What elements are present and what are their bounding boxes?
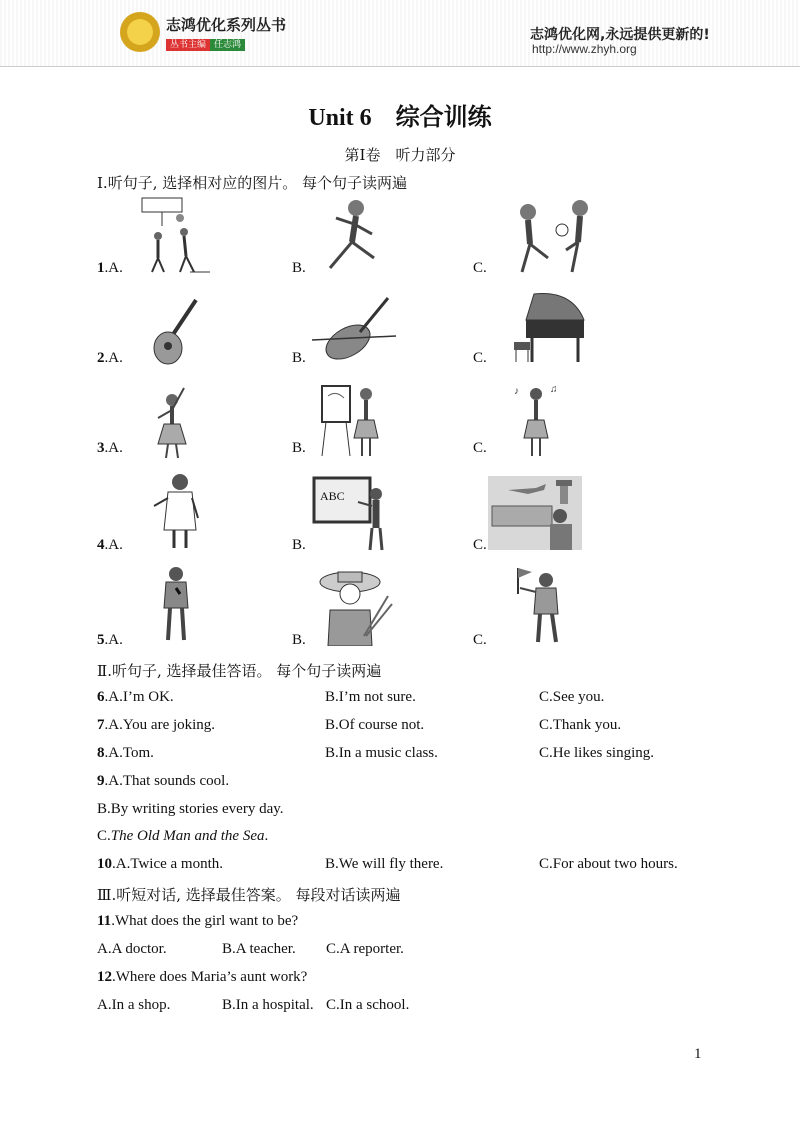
question-12 <box>97 969 307 986</box>
dancing-girl-icon <box>150 384 194 460</box>
option-c[interactable]: C.A reporter. <box>326 941 404 957</box>
guitar-icon <box>148 296 202 368</box>
book-title: The Old Man and the Sea <box>110 828 265 844</box>
question-number: 1 <box>97 260 105 276</box>
option-a[interactable]: .A.Tom. <box>104 745 154 761</box>
question-number: 10 <box>97 856 112 872</box>
question-number: 3 <box>97 440 105 456</box>
series-name: 志鸿优化系列丛书 <box>166 16 287 34</box>
basketball-players-icon <box>140 196 212 274</box>
page-subtitle: 第Ⅰ卷 听力部分 <box>344 146 456 164</box>
option-c[interactable]: C.See you. <box>539 689 605 705</box>
option-b[interactable]: B.I’m not sure. <box>325 689 416 705</box>
option-c[interactable]: C. <box>473 260 487 276</box>
pilot-icon <box>488 476 582 550</box>
question-number: 9 <box>97 773 105 789</box>
site-slogan: 志鸿优化网,永远提供更新的! <box>530 27 710 43</box>
question-8 <box>97 745 154 762</box>
doctor-icon <box>150 472 206 552</box>
question-4: 4.A. <box>97 537 123 553</box>
question-7 <box>97 717 215 734</box>
option-b[interactable]: B.In a music class. <box>325 745 438 761</box>
publisher-logo-icon <box>120 12 160 52</box>
header-divider <box>0 66 800 67</box>
option-c[interactable]: C.In a school. <box>326 997 410 1013</box>
option-a[interactable]: .A.I’m OK. <box>104 689 174 705</box>
option-c[interactable] <box>97 828 268 845</box>
painting-girl-icon <box>320 382 384 460</box>
page-title: Unit 6 综合训练 <box>308 105 492 131</box>
question-number: 8 <box>97 745 105 761</box>
question-1: 1.A. <box>97 260 123 276</box>
violin-icon <box>310 292 398 368</box>
question-11 <box>97 913 298 930</box>
question-5: 5.A. <box>97 632 123 648</box>
farmer-icon <box>314 566 394 646</box>
option-b[interactable]: B.In a hospital. <box>222 997 314 1013</box>
question-2: 2.A. <box>97 350 123 366</box>
teacher-icon <box>312 474 392 552</box>
option-c[interactable]: C.Thank you. <box>539 717 622 733</box>
option-b[interactable]: B. <box>292 260 306 276</box>
option-c-suffix: . <box>264 828 269 844</box>
section-3-heading: Ⅲ.听短对话, 选择最佳答案。 每段对话读两遍 <box>97 886 401 904</box>
option-b[interactable]: B. <box>292 632 306 648</box>
option-b[interactable]: B.Of course not. <box>325 717 425 733</box>
running-boy-icon <box>322 198 382 274</box>
question-3: 3.A. <box>97 440 123 456</box>
question-number: 7 <box>97 717 105 733</box>
option-a[interactable]: A. <box>108 260 123 276</box>
tour-guide-icon <box>510 564 566 644</box>
option-c[interactable]: C. <box>473 537 487 553</box>
singing-girl-icon <box>512 380 562 460</box>
option-a[interactable]: A. <box>108 537 123 553</box>
question-number: 12 <box>97 969 112 985</box>
option-c[interactable]: C.He likes singing. <box>539 745 654 761</box>
singer-icon <box>156 564 196 642</box>
option-a[interactable]: A. <box>108 350 123 366</box>
option-a[interactable]: .A.You are joking. <box>104 717 216 733</box>
option-c-prefix: C. <box>97 828 111 844</box>
question-number: 11 <box>97 913 112 929</box>
soccer-players-icon <box>500 198 598 276</box>
question-text: .Where does Maria’s aunt work? <box>112 969 308 985</box>
option-a[interactable]: .A.That sounds cool. <box>104 773 230 789</box>
section-2-heading: Ⅱ.听句子, 选择最佳答语。 每个句子读两遍 <box>97 662 382 680</box>
option-a[interactable]: A. <box>108 440 123 456</box>
question-number: 6 <box>97 689 105 705</box>
option-c[interactable]: C. <box>473 350 487 366</box>
question-text: .What does the girl want to be? <box>111 913 299 929</box>
option-c[interactable]: C. <box>473 632 487 648</box>
svg-text:♫: ♫ <box>550 384 558 395</box>
question-10 <box>97 856 223 873</box>
editor-label: 丛书主编 <box>166 39 210 51</box>
svg-text:♪: ♪ <box>514 386 519 397</box>
question-number: 5 <box>97 632 105 648</box>
board-text: ABC <box>320 489 345 503</box>
option-a[interactable]: A.A doctor. <box>97 941 167 957</box>
option-b[interactable]: B.We will fly there. <box>325 856 444 872</box>
question-number: 4 <box>97 537 105 553</box>
option-b[interactable]: B.By writing stories every day. <box>97 801 284 817</box>
editor-credit <box>166 37 245 50</box>
option-a[interactable]: A. <box>108 632 123 648</box>
option-b[interactable]: B. <box>292 350 306 366</box>
option-b[interactable]: B.A teacher. <box>222 941 296 957</box>
option-c[interactable]: C. <box>473 440 487 456</box>
piano-icon <box>512 290 588 368</box>
page-number: 1 <box>694 1046 702 1062</box>
question-6 <box>97 689 174 706</box>
option-c[interactable]: C.For about two hours. <box>539 856 678 872</box>
question-number: 2 <box>97 350 105 366</box>
site-url[interactable]: http://www.zhyh.org <box>532 42 637 56</box>
editor-name: 任志鸿 <box>210 39 245 51</box>
option-a[interactable]: A.In a shop. <box>97 997 171 1013</box>
question-9 <box>97 773 229 790</box>
option-b[interactable]: B. <box>292 537 306 553</box>
page-header <box>0 0 800 68</box>
option-a[interactable]: .A.Twice a month. <box>112 856 224 872</box>
section-1-heading: Ⅰ.听句子, 选择相对应的图片。 每个句子读两遍 <box>97 174 407 192</box>
option-b[interactable]: B. <box>292 440 306 456</box>
